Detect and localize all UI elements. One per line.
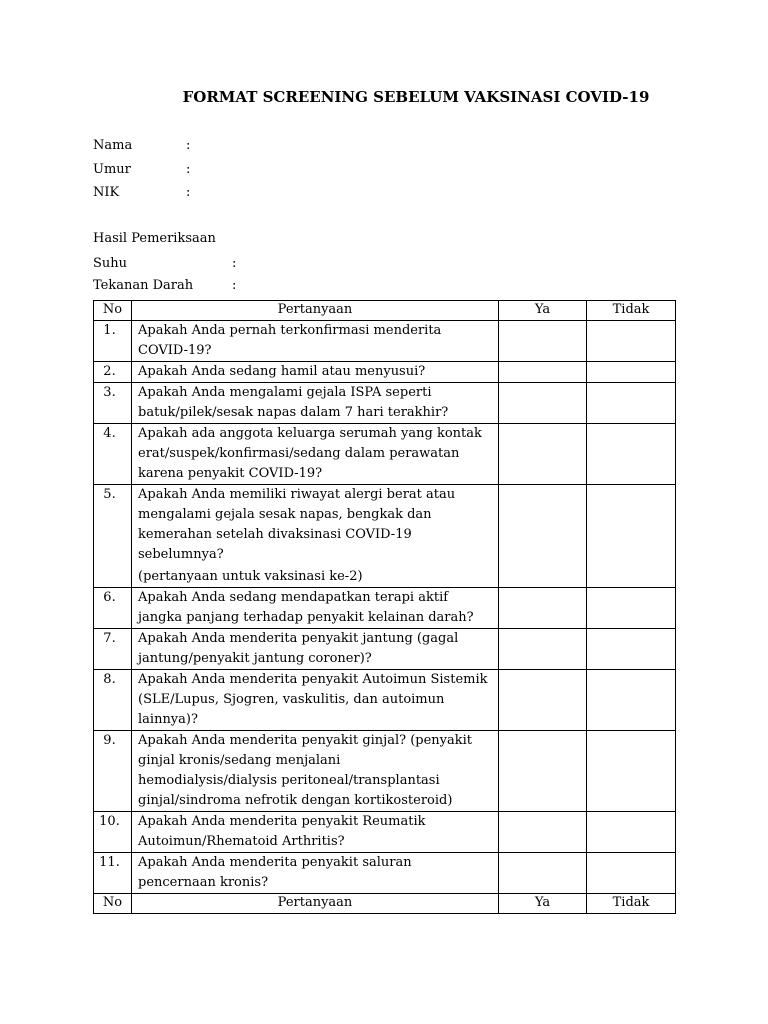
age-colon: : [186, 162, 191, 177]
answer-no-cell[interactable] [587, 853, 676, 894]
table-footer-row [94, 894, 676, 914]
question-line: batuk/pilek/sesak napas dalam 7 hari terakhir? [138, 405, 449, 420]
question-line: erat/suspek/konfirmasi/sedang dalam perawatan [138, 446, 460, 461]
answer-no-cell[interactable] [587, 812, 676, 853]
answer-no-cell[interactable] [587, 670, 676, 731]
question-line: Apakah Anda menderita penyakit Autoimun Sistemik [138, 672, 488, 687]
answer-yes-cell[interactable] [499, 588, 587, 629]
question-line: ginjal kronis/sedang menjalani [138, 753, 341, 768]
answer-no-cell[interactable] [587, 321, 676, 362]
table-row [94, 588, 676, 629]
question-line: Apakah Anda sedang hamil atau menyusui? [138, 364, 426, 379]
answer-yes-cell[interactable] [499, 629, 587, 670]
answer-no-cell[interactable] [587, 424, 676, 485]
question-line: kemerahan setelah divaksinasi COVID-19 [138, 527, 412, 542]
header-yes: Ya [499, 301, 587, 321]
screening-table [93, 300, 676, 914]
answer-no-cell[interactable] [587, 629, 676, 670]
row-number: 11. [94, 853, 132, 894]
question-cell [132, 853, 499, 894]
answer-no-cell[interactable] [587, 485, 676, 588]
question-cell [132, 321, 499, 362]
row-number: 8. [94, 670, 132, 731]
answer-yes-cell[interactable] [499, 362, 587, 383]
answer-yes-cell[interactable] [499, 424, 587, 485]
question-cell [132, 670, 499, 731]
row-number: 4. [94, 424, 132, 485]
header-question: Pertanyaan [132, 301, 499, 321]
row-number: 2. [94, 362, 132, 383]
header-no-answer: Tidak [587, 301, 676, 321]
question-line: Apakah ada anggota keluarga serumah yang kontak [138, 426, 482, 441]
question-line: mengalami gejala sesak napas, bengkak dan [138, 507, 432, 522]
name-colon: : [186, 138, 191, 153]
blood-pressure-field [93, 278, 237, 293]
table-row [94, 424, 676, 485]
temperature-field [93, 256, 237, 271]
question-line: sebelumnya? [138, 547, 224, 562]
table-row [94, 362, 676, 383]
question-cell [132, 588, 499, 629]
question-line: Autoimun/Rhematoid Arthritis? [138, 834, 345, 849]
blood-pressure-colon: : [232, 278, 237, 293]
question-line: jantung/penyakit jantung coroner)? [138, 651, 372, 666]
answer-yes-cell[interactable] [499, 383, 587, 424]
table-row [94, 383, 676, 424]
blood-pressure-label: Tekanan Darah [93, 278, 194, 293]
nik-label: NIK [93, 185, 120, 200]
table-row [94, 485, 676, 588]
answer-no-cell[interactable] [587, 383, 676, 424]
answer-no-cell[interactable] [587, 588, 676, 629]
answer-no-cell[interactable] [587, 362, 676, 383]
question-line: Apakah Anda sedang mendapatkan terapi aktif [138, 590, 449, 605]
age-field [93, 162, 191, 177]
table-row [94, 731, 676, 812]
question-line: COVID-19? [138, 343, 212, 358]
header-no: No [94, 301, 132, 321]
answer-yes-cell[interactable] [499, 670, 587, 731]
footer-yes: Ya [499, 894, 587, 914]
answer-yes-cell[interactable] [499, 321, 587, 362]
question-cell [132, 812, 499, 853]
question-line: ginjal/sindroma nefrotik dengan kortikosteroid) [138, 793, 453, 808]
answer-yes-cell[interactable] [499, 731, 587, 812]
table-row [94, 853, 676, 894]
row-number: 6. [94, 588, 132, 629]
answer-no-cell[interactable] [587, 731, 676, 812]
footer-no-answer: Tidak [587, 894, 676, 914]
nik-field [93, 185, 191, 200]
question-line: jangka panjang terhadap penyakit kelainan darah? [138, 610, 474, 625]
question-line: Apakah Anda menderita penyakit ginjal? (penyakit [138, 733, 473, 748]
row-number: 1. [94, 321, 132, 362]
temperature-label: Suhu [93, 256, 128, 271]
row-number: 5. [94, 485, 132, 588]
question-line: hemodialysis/dialysis peritoneal/transplantasi [138, 773, 440, 788]
row-number: 7. [94, 629, 132, 670]
table-row [94, 670, 676, 731]
row-number: 3. [94, 383, 132, 424]
table-row [94, 321, 676, 362]
question-cell [132, 362, 499, 383]
age-label: Umur [93, 162, 131, 177]
question-line: Apakah Anda memiliki riwayat alergi berat atau [138, 487, 456, 502]
table-row [94, 812, 676, 853]
question-line: (SLE/Lupus, Sjogren, vaskulitis, dan autoimun [138, 692, 445, 707]
question-line: Apakah Anda mengalami gejala ISPA seperti [138, 385, 432, 400]
answer-yes-cell[interactable] [499, 812, 587, 853]
table-header-row [94, 301, 676, 321]
question-cell [132, 629, 499, 670]
footer-no: No [94, 894, 132, 914]
question-line: lainnya)? [138, 712, 198, 727]
row-number: 9. [94, 731, 132, 812]
question-note: (pertanyaan untuk vaksinasi ke-2) [138, 569, 363, 584]
question-line: Apakah Anda menderita penyakit saluran [138, 855, 412, 870]
question-line: pencernaan kronis? [138, 875, 269, 890]
name-field [93, 138, 191, 153]
question-cell [132, 731, 499, 812]
question-line: Apakah Anda pernah terkonfirmasi menderita [138, 323, 442, 338]
question-line: karena penyakit COVID-19? [138, 466, 323, 481]
temperature-colon: : [232, 256, 237, 271]
question-cell [132, 383, 499, 424]
table-row [94, 629, 676, 670]
nik-colon: : [186, 185, 191, 200]
question-line: Apakah Anda menderita penyakit jantung (gagal [138, 631, 459, 646]
answer-yes-cell[interactable] [499, 853, 587, 894]
answer-yes-cell[interactable] [499, 485, 587, 588]
row-number: 10. [94, 812, 132, 853]
form-title: FORMAT SCREENING SEBELUM VAKSINASI COVID-19 [182, 88, 650, 106]
question-cell [132, 424, 499, 485]
question-line: Apakah Anda menderita penyakit Reumatik [138, 814, 426, 829]
footer-question: Pertanyaan [132, 894, 499, 914]
question-cell [132, 485, 499, 588]
name-label: Nama [93, 138, 133, 153]
exam-heading: Hasil Pemeriksaan [93, 231, 216, 246]
